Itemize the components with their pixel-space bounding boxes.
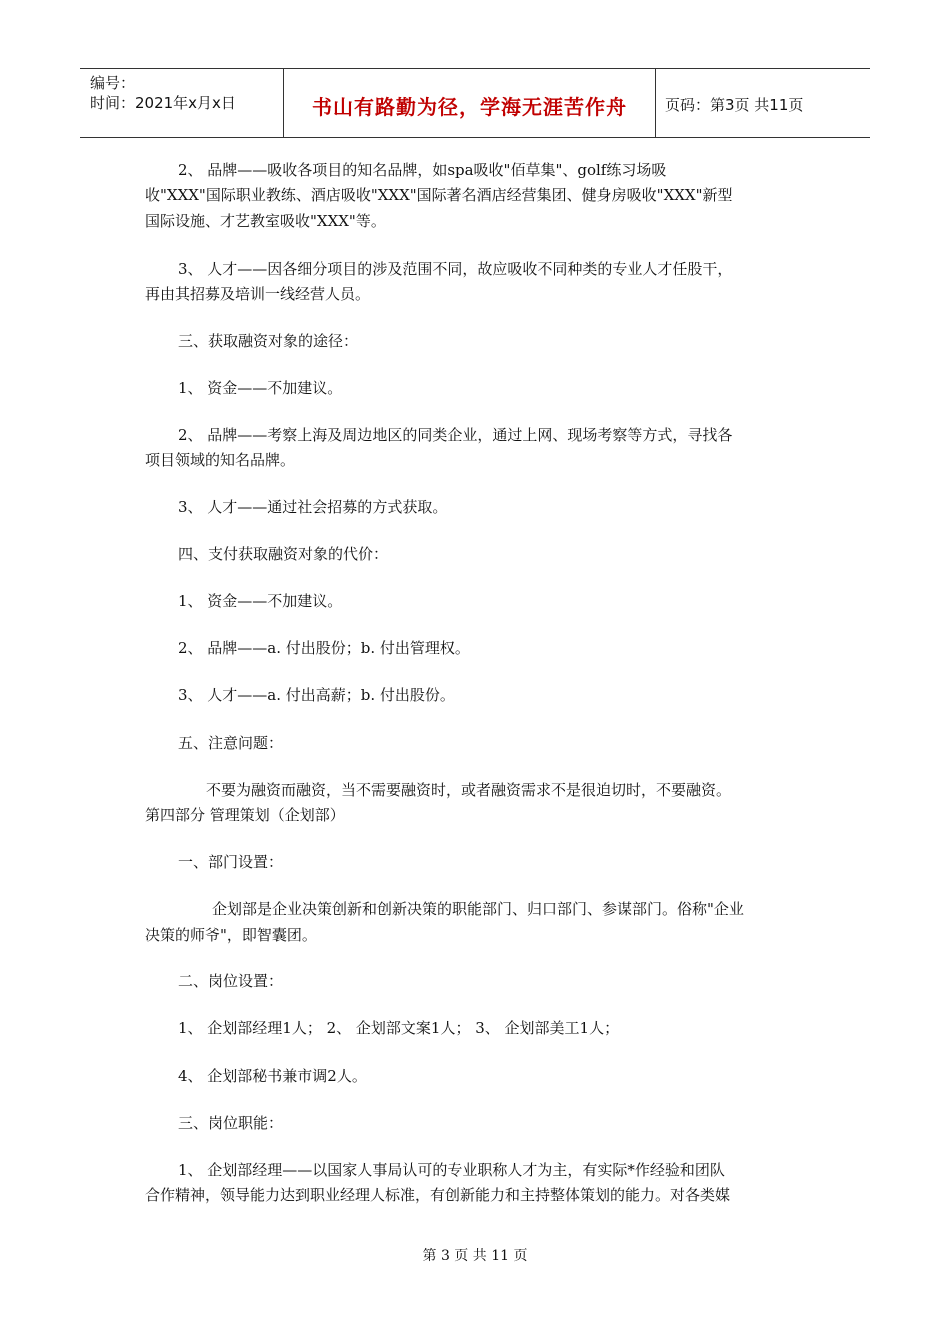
- body-line: 3、 人才——通过社会招募的方式获取。: [178, 498, 448, 516]
- section-heading: 二、岗位设置：: [178, 972, 284, 990]
- body-line: 1、 资金——不加建议。: [178, 592, 343, 610]
- section-heading: 三、获取融资对象的途径：: [178, 332, 359, 350]
- header-motto: 书山有路勤为径，学海无涯苦作舟: [312, 95, 627, 119]
- header-page-cell: [655, 69, 870, 137]
- section-heading: 三、岗位职能：: [178, 1114, 284, 1132]
- body-line: 3、 人才——a. 付出高薪；b. 付出股份。: [178, 686, 455, 704]
- body-line: 再由其招募及培训一线经营人员。: [145, 285, 371, 303]
- page-header: [80, 68, 870, 138]
- document-number-label: 编号：: [90, 74, 136, 92]
- section-heading: 五、注意问题：: [178, 734, 284, 752]
- body-line: 不要为融资而融资，当不需要融资时，或者融资需求不是很迫切时，不要融资。: [206, 781, 732, 799]
- body-line: 1、 资金——不加建议。: [178, 379, 343, 397]
- header-motto-cell: [283, 69, 656, 137]
- body-line: 1、 企划部经理1人； 2、 企划部文案1人； 3、 企划部美工1人；: [178, 1019, 620, 1037]
- body-line: 国际设施、才艺教室吸收"XXX"等。: [145, 212, 386, 230]
- header-page-number: 页码：第3页 共11页: [665, 96, 804, 114]
- body-line: 企划部是企业决策创新和创新决策的职能部门、归口部门、参谋部门。俗称"企业: [212, 900, 744, 918]
- section-heading: 一、部门设置：: [178, 853, 284, 871]
- section-heading: 四、支付获取融资对象的代价：: [178, 545, 389, 563]
- page-footer: 第 3 页 共 11 页: [422, 1248, 528, 1264]
- body-line: 2、 品牌——a. 付出股份；b. 付出管理权。: [178, 639, 470, 657]
- body-line: 2、 品牌——考察上海及周边地区的同类企业，通过上网、现场考察等方式，寻找各: [178, 426, 733, 444]
- part-heading: 第四部分 管理策划（企划部）: [145, 806, 345, 824]
- body-line: 决策的师爷"，即智囊团。: [145, 926, 317, 944]
- header-info-cell: [80, 69, 283, 137]
- body-line: 收"XXX"国际职业教练、酒店吸收"XXX"国际著名酒店经营集团、健身房吸收"XXX"新型: [145, 186, 733, 204]
- body-line: 2、 品牌——吸收各项目的知名品牌，如spa吸收"佰草集"、golf练习场吸: [178, 161, 667, 179]
- body-line: 1、 企划部经理——以国家人事局认可的专业职称人才为主，有实际*作经验和团队: [178, 1161, 725, 1179]
- body-line: 合作精神，领导能力达到职业经理人标准，有创新能力和主持整体策划的能力。对各类媒: [145, 1186, 731, 1204]
- body-line: 项目领域的知名品牌。: [145, 451, 296, 469]
- body-line: 4、 企划部秘书兼市调2人。: [178, 1067, 367, 1085]
- document-date-label: 时间：2021年x月x日: [90, 94, 236, 112]
- body-line: 3、 人才——因各细分项目的涉及范围不同，故应吸收不同种类的专业人才任股干，: [178, 260, 733, 278]
